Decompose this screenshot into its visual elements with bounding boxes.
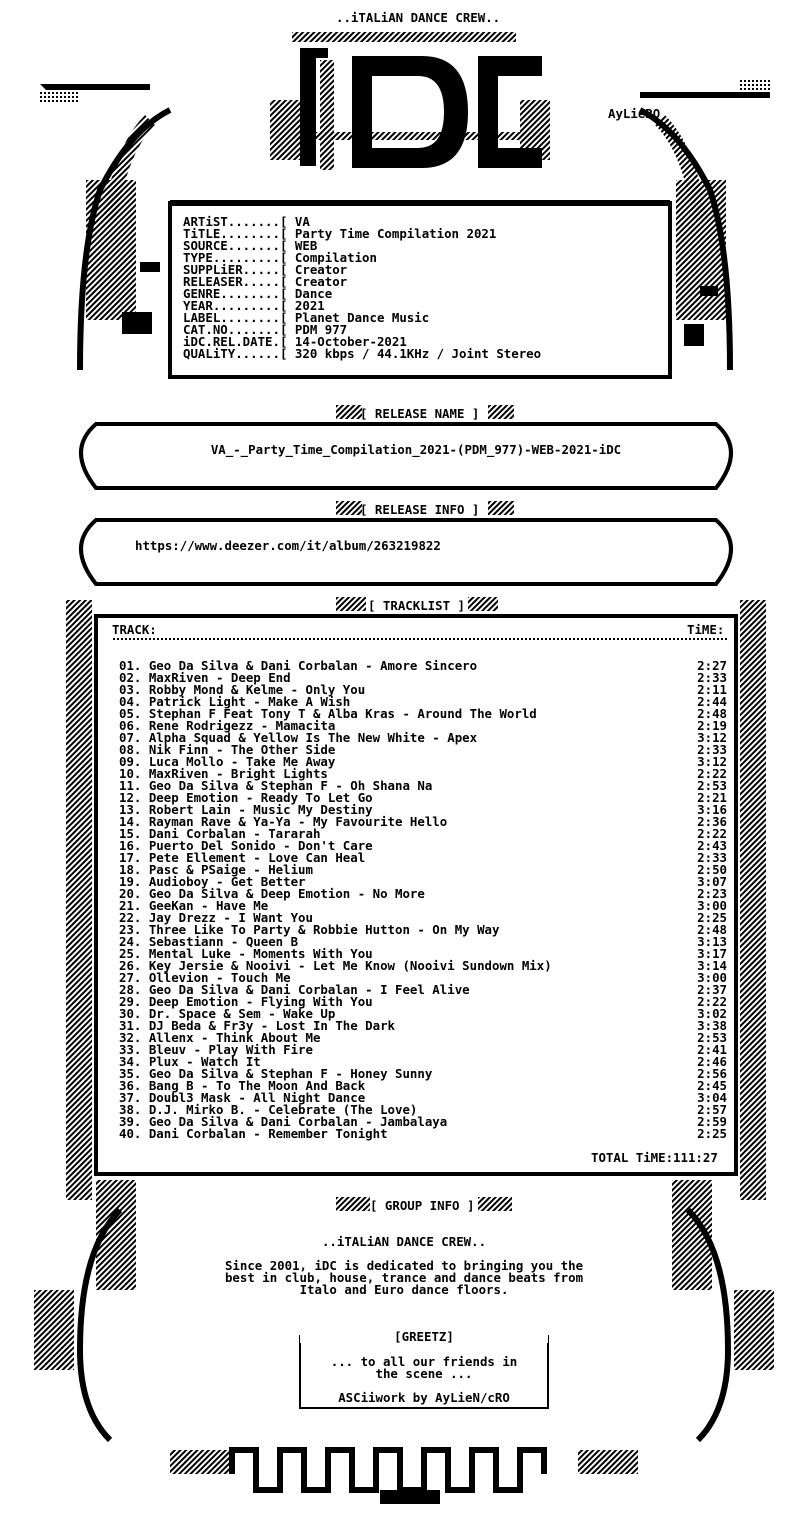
track-duration: 2:48 xyxy=(697,922,727,937)
info-key: SOURCE.......[ xyxy=(183,238,288,253)
group-info-line-3: Italo and Euro dance floors. xyxy=(299,1282,509,1297)
track-title: 12. Deep Emotion - Ready To Let Go xyxy=(119,790,373,805)
track-title: 20. Geo Da Silva & Deep Emotion - No More xyxy=(119,886,425,901)
track-title: 36. Bang B - To The Moon And Back xyxy=(119,1078,366,1093)
track-duration: 2:50 xyxy=(697,862,727,877)
tracklist-col-track: TRACK: xyxy=(112,622,157,637)
track-title: 03. Robby Mond & Kelme - Only You xyxy=(119,682,366,697)
track-duration: 2:19 xyxy=(697,718,727,733)
track-title: 22. Jay Drezz - I Want You xyxy=(119,910,313,925)
tracklist-divider xyxy=(113,638,727,640)
info-value: Creator xyxy=(294,262,348,277)
track-title: 29. Deep Emotion - Flying With You xyxy=(119,994,373,1009)
group-info-title: [ GROUP INFO ] xyxy=(370,1198,475,1213)
info-row xyxy=(183,348,541,360)
info-value: Dance xyxy=(294,286,333,301)
track-duration: 2:56 xyxy=(697,1066,727,1081)
track-duration: 3:04 xyxy=(697,1090,727,1105)
track-title: 04. Patrick Light - Make A Wish xyxy=(119,694,351,709)
track-title: 26. Key Jersie & Nooivi - Let Me Know (Nooivi Sundown Mix) xyxy=(119,958,552,973)
track-duration: 3:07 xyxy=(697,874,727,889)
track-duration: 2:22 xyxy=(697,994,727,1009)
group-info-crew: ..iTALiAN DANCE CREW.. xyxy=(321,1234,487,1249)
group-info-line-1: Since 2001, iDC is dedicated to bringing you the xyxy=(224,1258,584,1273)
track-title: 07. Alpha Squad & Yellow Is The New White - Apex xyxy=(119,730,478,745)
track-title: 34. Plux - Watch It xyxy=(119,1054,261,1069)
greetz-title-text: [GREETZ] xyxy=(394,1329,454,1344)
track-duration: 3:00 xyxy=(697,970,727,985)
track-duration: 3:17 xyxy=(697,946,727,961)
track-duration: 2:27 xyxy=(697,658,727,673)
track-duration: 2:21 xyxy=(697,790,727,805)
info-value: Planet Dance Music xyxy=(294,310,430,325)
track-title: 37. Doubl3 Mask - All Night Dance xyxy=(119,1090,366,1105)
idc-logo xyxy=(270,32,550,170)
track-title: 24. Sebastiann - Queen B xyxy=(119,934,299,949)
track-duration: 2:53 xyxy=(697,1030,727,1045)
track-duration: 2:33 xyxy=(697,850,727,865)
ascii-credit: ASCiiwork by AyLieN/cRO xyxy=(338,1390,510,1405)
release-name-title: [ RELEASE NAME ] xyxy=(360,406,480,421)
track-title: 13. Robert Lain - Music My Destiny xyxy=(119,802,373,817)
track-title: 38. D.J. Mirko B. - Celebrate (The Love) xyxy=(119,1102,418,1117)
total-time: TOTAL TiME:111:27 xyxy=(591,1150,718,1165)
track-duration: 2:57 xyxy=(697,1102,727,1117)
track-title: 08. Nik Finn - The Other Side xyxy=(119,742,336,757)
track-title: 11. Geo Da Silva & Stephan F - Oh Shana Na xyxy=(119,778,433,793)
info-value: 320 kbps / 44.1KHz / Joint Stereo xyxy=(294,346,542,361)
track-title: 15. Dani Corbalan - Tararah xyxy=(119,826,321,841)
track-duration: 3:38 xyxy=(697,1018,727,1033)
greetz-line-2: the scene ... xyxy=(375,1366,473,1381)
track-title: 27. Ollevion - Touch Me xyxy=(119,970,291,985)
track-title: 25. Mental Luke - Moments With You xyxy=(119,946,373,961)
info-key: TiTLE........[ xyxy=(183,226,288,241)
info-key: QUALiTY......[ xyxy=(183,346,288,361)
track-title: 09. Luca Mollo - Take Me Away xyxy=(119,754,336,769)
info-key: YEAR.........[ xyxy=(183,298,288,313)
track-duration: 2:41 xyxy=(697,1042,727,1057)
track-title: 32. Allenx - Think About Me xyxy=(119,1030,321,1045)
track-duration: 3:12 xyxy=(697,730,727,745)
track-title: 14. Rayman Rave & Ya-Ya - My Favourite Hello xyxy=(119,814,448,829)
release-info-title: [ RELEASE INFO ] xyxy=(360,502,480,517)
track-title: 05. Stephan F Feat Tony T & Alba Kras - Around The World xyxy=(119,706,537,721)
track-title: 35. Geo Da Silva & Stephan F - Honey Sunny xyxy=(119,1066,433,1081)
track-title: 30. Dr. Space & Sem - Wake Up xyxy=(119,1006,336,1021)
info-value: Compilation xyxy=(294,250,377,265)
crew-title: ..iTALiAN DANCE CREW.. xyxy=(336,10,501,25)
track-duration: 3:14 xyxy=(697,958,727,973)
greetz-title xyxy=(300,1331,548,1343)
track-duration: 2:45 xyxy=(697,1078,727,1093)
info-key: TYPE.........[ xyxy=(183,250,288,265)
track-title: 02. MaxRiven - Deep End xyxy=(119,670,291,685)
track-duration: 2:37 xyxy=(697,982,727,997)
track-duration: 2:53 xyxy=(697,778,727,793)
track-duration: 2:46 xyxy=(697,1054,727,1069)
info-key: ARTiST.......[ xyxy=(183,214,288,229)
track-duration: 2:36 xyxy=(697,814,727,829)
track-title: 06. Rene Rodrigezz - Mamacita xyxy=(119,718,336,733)
track-title: 31. DJ Beda & Fr3y - Lost In The Dark xyxy=(119,1018,396,1033)
track-duration: 3:16 xyxy=(697,802,727,817)
info-value: Party Time Compilation 2021 xyxy=(294,226,497,241)
artist-signature: AyLieRO xyxy=(608,106,661,121)
group-info-line-2: best in club, house, trance and dance beats from xyxy=(224,1270,584,1285)
bottom-ornament xyxy=(170,1450,638,1504)
track-title: 01. Geo Da Silva & Dani Corbalan - Amore Sincero xyxy=(119,658,478,673)
greetz-line-1: ... to all our friends in xyxy=(330,1354,518,1369)
track-row xyxy=(119,1128,727,1140)
track-list xyxy=(119,660,727,1140)
track-duration: 2:22 xyxy=(697,826,727,841)
track-title: 19. Audioboy - Get Better xyxy=(119,874,306,889)
info-key: RELEASER.....[ xyxy=(183,274,288,289)
info-value: VA xyxy=(294,214,310,229)
track-duration: 3:00 xyxy=(697,898,727,913)
track-duration: 2:33 xyxy=(697,670,727,685)
track-duration: 2:59 xyxy=(697,1114,727,1129)
info-value: PDM 977 xyxy=(294,322,348,337)
track-title: 18. Pasc & PSaige - Helium xyxy=(119,862,313,877)
track-duration: 3:13 xyxy=(697,934,727,949)
info-value: Creator xyxy=(294,274,348,289)
info-key: LABEL........[ xyxy=(183,310,288,325)
track-duration: 3:02 xyxy=(697,1006,727,1021)
info-key: iDC.REL.DATE.[ xyxy=(183,334,288,349)
track-title: 10. MaxRiven - Bright Lights xyxy=(119,766,328,781)
track-title: 23. Three Like To Party & Robbie Hutton - On My Way xyxy=(119,922,500,937)
track-title: 21. GeeKan - Have Me xyxy=(119,898,269,913)
track-title: 16. Puerto Del Sonido - Don't Care xyxy=(119,838,373,853)
track-duration: 3:12 xyxy=(697,754,727,769)
track-title: 39. Geo Da Silva & Dani Corbalan - Jambalaya xyxy=(119,1114,448,1129)
track-title: 28. Geo Da Silva & Dani Corbalan - I Feel Alive xyxy=(119,982,470,997)
info-value: 2021 xyxy=(294,298,325,313)
track-title: 40. Dani Corbalan - Remember Tonight xyxy=(119,1126,388,1141)
track-duration: 2:22 xyxy=(697,766,727,781)
release-info-table xyxy=(183,216,541,360)
release-info-url[interactable]: https://www.deezer.com/it/album/263219822 xyxy=(135,538,441,553)
tracklist-col-time: TiME: xyxy=(687,622,725,637)
tracklist-title: [ TRACKLIST ] xyxy=(368,598,465,613)
track-duration: 2:25 xyxy=(697,910,727,925)
track-duration: 2:33 xyxy=(697,742,727,757)
track-title: 33. Bleuv - Play With Fire xyxy=(119,1042,313,1057)
track-duration: 2:25 xyxy=(697,1126,727,1141)
track-duration: 2:11 xyxy=(697,682,727,697)
release-name-value: VA_-_Party_Time_Compilation_2021-(PDM_977)-WEB-2021-iDC xyxy=(210,442,622,457)
track-duration: 2:23 xyxy=(697,886,727,901)
info-value: WEB xyxy=(294,238,318,253)
track-duration: 2:43 xyxy=(697,838,727,853)
track-duration: 2:48 xyxy=(697,706,727,721)
info-key: CAT.NO.......[ xyxy=(183,322,288,337)
track-title: 17. Pete Ellement - Love Can Heal xyxy=(119,850,366,865)
info-key: SUPPLiER.....[ xyxy=(183,262,288,277)
track-duration: 2:44 xyxy=(697,694,727,709)
info-value: 14-October-2021 xyxy=(294,334,407,349)
info-key: GENRE........[ xyxy=(183,286,288,301)
